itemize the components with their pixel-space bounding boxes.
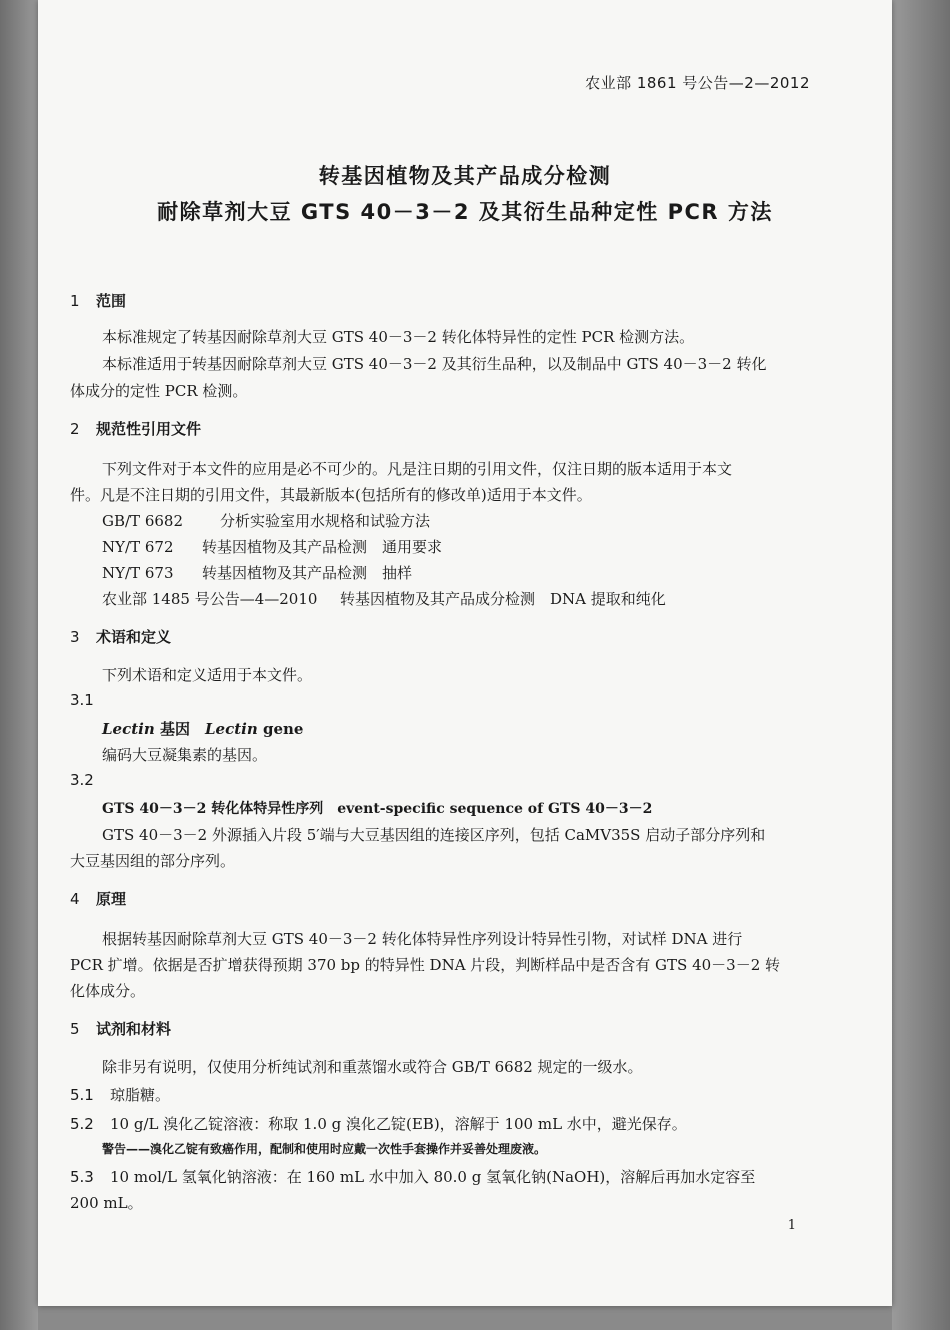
reference-item — [102, 510, 430, 531]
section-number: 4 — [70, 890, 80, 908]
reference-code: 农业部 1485 号公告—4—2010 — [102, 590, 318, 608]
item-text: 10 mol/L 氢氧化钠溶液：在 160 mL 水中加入 80.0 g 氢氧化钠(NaOH)，溶解后再加水定容至 — [110, 1168, 756, 1186]
section-2-heading — [70, 418, 201, 439]
paragraph: 根据转基因耐除草剂大豆 GTS 40－3－2 转化体特异性序列设计特异性引物，对试样 DNA 进行 — [102, 930, 743, 948]
reference-item — [102, 536, 442, 557]
reference-code: GB/T 6682 — [102, 512, 184, 530]
definition: GTS 40－3－2 外源插入片段 5′端与大豆基因组的连接区序列，包括 CaMV35S 启动子部分序列和 — [102, 826, 766, 844]
reference-title: 分析实验室用水规格和试验方法 — [220, 512, 431, 530]
section-number: 3 — [70, 628, 80, 646]
definition: 大豆基因组的部分序列。 — [70, 852, 236, 870]
paragraph: 体成分的定性 PCR 检测。 — [70, 382, 248, 400]
page-number: 1 — [787, 1218, 796, 1233]
document-number: 农业部 1861 号公告—2—2012 — [585, 74, 810, 92]
section-3-heading — [70, 626, 171, 647]
definition: 编码大豆凝集素的基因。 — [102, 746, 268, 764]
item-text: 琼脂糖。 — [110, 1086, 171, 1104]
title-line-1: 转基因植物及其产品成分检测 — [318, 164, 612, 188]
term-italic: Lectin — [102, 720, 155, 738]
reference-code: NY/T 673 — [102, 564, 174, 582]
paragraph: 化体成分。 — [70, 982, 146, 1000]
list-item-continued: 200 mL。 — [70, 1194, 143, 1212]
scan-edge-right — [892, 0, 950, 1330]
term-lectin — [102, 718, 303, 739]
document-page — [38, 0, 892, 1306]
list-item — [70, 1113, 687, 1134]
paragraph: 下列文件对于本文件的应用是必不可少的。凡是注日期的引用文件，仅注日期的版本适用于本文 — [102, 460, 733, 478]
section-number: 1 — [70, 292, 80, 310]
list-item — [70, 1166, 755, 1187]
title-line-2: 耐除草剂大豆 GTS 40－3－2 及其衍生品种定性 PCR 方法 — [157, 200, 773, 224]
paragraph: 件。凡是不注日期的引用文件，其最新版本(包括所有的修改单)适用于本文件。 — [70, 486, 592, 504]
term-english: gene — [257, 720, 304, 738]
section-title: 术语和定义 — [96, 628, 172, 646]
section-4-heading — [70, 888, 126, 909]
item-text: 10 g/L 溴化乙锭溶液：称取 1.0 g 溴化乙锭(EB)，溶解于 100 mL 水中，避光保存。 — [110, 1115, 687, 1133]
term-chinese: 基因 — [154, 720, 205, 738]
reference-code: NY/T 672 — [102, 538, 174, 556]
section-1-heading — [70, 290, 126, 311]
section-title: 原理 — [96, 890, 127, 908]
paragraph: 除非另有说明，仅使用分析纯试剂和重蒸馏水或符合 GB/T 6682 规定的一级水。 — [102, 1058, 643, 1076]
section-title: 范围 — [96, 292, 127, 310]
term-event-specific: GTS 40－3－2 转化体特异性序列 event-specific sequence of GTS 40－3－2 — [102, 801, 653, 817]
section-title: 试剂和材料 — [96, 1020, 172, 1038]
term-italic: Lectin — [205, 720, 258, 738]
reference-title: 转基因植物及其产品成分检测 DNA 提取和纯化 — [340, 590, 666, 608]
section-number: 2 — [70, 420, 80, 438]
item-number: 5.3 — [70, 1168, 94, 1186]
reference-item — [102, 588, 666, 609]
section-title: 规范性引用文件 — [96, 420, 202, 438]
paragraph: 本标准规定了转基因耐除草剂大豆 GTS 40－3－2 转化体特异性的定性 PCR 检测方法。 — [102, 328, 695, 346]
reference-title: 转基因植物及其产品检测 抽样 — [202, 564, 413, 582]
item-number: 5.1 — [70, 1086, 94, 1104]
item-number: 5.2 — [70, 1115, 94, 1133]
reference-item — [102, 562, 412, 583]
section-number: 5 — [70, 1020, 80, 1038]
paragraph: 本标准适用于转基因耐除草剂大豆 GTS 40－3－2 及其衍生品种，以及制品中 GTS 40－3－2 转化 — [102, 355, 767, 373]
section-5-heading — [70, 1018, 171, 1039]
subsection-number: 3.1 — [70, 691, 94, 709]
subsection-number: 3.2 — [70, 771, 94, 789]
reference-title: 转基因植物及其产品检测 通用要求 — [202, 538, 443, 556]
warning-note: 警告——溴化乙锭有致癌作用，配制和使用时应戴一次性手套操作并妥善处理废液。 — [102, 1142, 547, 1156]
scan-edge-left — [0, 0, 38, 1330]
list-item — [70, 1084, 170, 1105]
paragraph: 下列术语和定义适用于本文件。 — [102, 666, 313, 684]
paragraph: PCR 扩增。依据是否扩增获得预期 370 bp 的特异性 DNA 片段，判断样品中是否含有 GTS 40－3－2 转 — [70, 956, 781, 974]
